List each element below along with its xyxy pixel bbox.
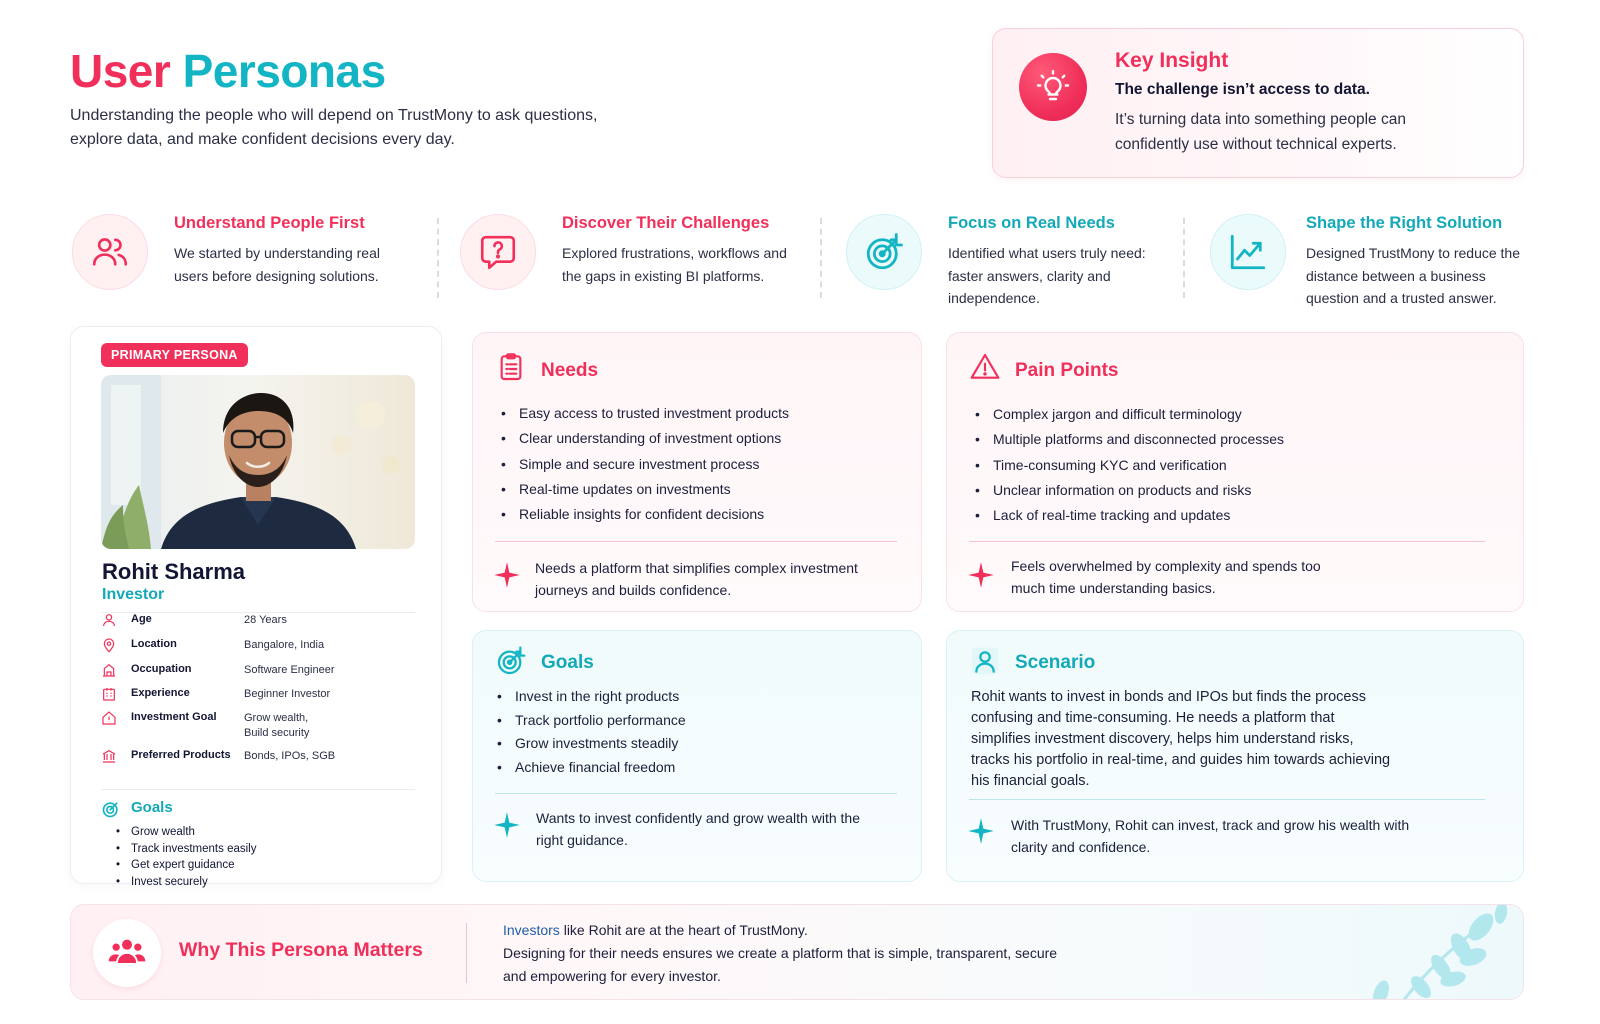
step-divider [820, 218, 822, 298]
list-item: • Complex jargon and difficult terminology [971, 402, 1284, 427]
list-item: • Time-consuming KYC and verification [971, 453, 1284, 478]
goals-title: Goals [541, 652, 594, 673]
banner-highlight: Investors [503, 922, 560, 938]
needs-list [497, 401, 789, 527]
key-insight-card [992, 28, 1524, 178]
pain-points-list [971, 402, 1284, 528]
persona-card: PRIMARY PERSONA Rohit Sharma Investor Age 28 Years Location Bangalore, India Occupation Software Engineer Experience Beginner Investor Investment Goal Grow wealth, Build security Preferred Products Bonds, IPOs, SGB Goals • Grow wealth • Track investments easily • Get expert guidance • Invest securely [70, 326, 442, 884]
banner-text: Investors like Rohit are at the heart of TrustMony. Designing for their needs ensures we create a platform that is simple, transparent, secure and empowering for every investor. [503, 922, 1058, 984]
list-item: • Clear understanding of investment options [497, 426, 789, 451]
sparkle-icon [493, 561, 521, 589]
step-title: Focus on Real Needs [948, 214, 1115, 232]
step-divider [1183, 218, 1185, 298]
clipboard-icon [495, 351, 527, 383]
persona-goals-list [101, 824, 256, 890]
step-discover-challenges [460, 208, 790, 308]
divider [101, 789, 415, 790]
trend-chart-icon [1210, 214, 1286, 290]
key-insight-headline: The challenge isn’t access to data. [1115, 81, 1370, 98]
step-body: Identified what users truly need: faster answers, clarity and independence. [948, 245, 1146, 306]
pain-points-note: Feels overwhelmed by complexity and spends too much time understanding basics. [1011, 558, 1321, 596]
why-persona-matters-banner [70, 904, 1524, 1000]
divider [969, 541, 1485, 542]
step-body: Explored frustrations, workflows and the gaps in existing BI platforms. [562, 245, 787, 284]
list-item: • Track portfolio performance [493, 709, 686, 733]
sparkle-icon [967, 817, 995, 845]
list-item: • Lack of real-time tracking and updates [971, 503, 1284, 528]
persona-goals-title: Goals [131, 799, 173, 816]
persona-role: Investor [102, 586, 165, 603]
persona-name: Rohit Sharma [102, 559, 246, 584]
list-item: • Invest securely [101, 874, 256, 891]
list-item: • Multiple platforms and disconnected processes [971, 427, 1284, 452]
divider [466, 923, 467, 983]
needs-card [472, 332, 922, 612]
primary-persona-badge: PRIMARY PERSONA [101, 343, 248, 367]
page-subtitle: Understanding the people who will depend on TrustMony to ask questions, explore data, and make confident decisions every day. [70, 107, 598, 148]
list-item: • Achieve financial freedom [493, 756, 686, 780]
step-body: We started by understanding real users before designing solutions. [174, 245, 380, 284]
key-insight-body: It’s turning data into something people can confidently use without technical experts. [1115, 111, 1406, 153]
goals-list [493, 685, 686, 779]
step-body: Designed TrustMony to reduce the distance between a business question and a trusted answer. [1306, 245, 1521, 306]
bank-icon [101, 748, 117, 764]
leaf-decoration [1363, 905, 1513, 1000]
list-item: • Reliable insights for confident decisions [497, 502, 789, 527]
target-icon [101, 799, 121, 819]
list-item: • Grow investments steadily [493, 732, 686, 756]
divider [495, 793, 897, 794]
lightbulb-icon [1019, 53, 1087, 121]
step-title: Shape the Right Solution [1306, 214, 1503, 232]
pain-points-title: Pain Points [1015, 360, 1119, 381]
divider [495, 541, 897, 542]
target-icon [846, 214, 922, 290]
step-title: Discover Their Challenges [562, 214, 770, 232]
list-item: • Get expert guidance [101, 857, 256, 874]
list-item: • Real-time updates on investments [497, 477, 789, 502]
group-icon [93, 919, 161, 987]
user-icon [101, 612, 117, 628]
step-understand-people [72, 208, 402, 308]
list-item: • Track investments easily [101, 841, 256, 858]
list-item: • Invest in the right products [493, 685, 686, 709]
needs-note: Needs a platform that simplifies complex investment journeys and builds confidence. [535, 560, 858, 598]
divider [969, 799, 1485, 800]
location-pin-icon [101, 637, 117, 653]
sparkle-icon [493, 811, 521, 839]
scenario-body: Rohit wants to invest in bonds and IPOs but finds the process confusing and time-consuming. He needs a platform that simplifies investment discovery, helps him understand risks, tracks his portfolio in real-time, and guides him towards achieving his financial goals. [971, 689, 1391, 789]
step-focus-needs [846, 208, 1176, 308]
question-chat-icon [460, 214, 536, 290]
list-item: • Unclear information on products and risks [971, 478, 1284, 503]
warning-icon [969, 351, 1001, 383]
scenario-title: Scenario [1015, 652, 1096, 673]
goals-card [472, 630, 922, 882]
list-item: • Grow wealth [101, 824, 256, 841]
list-item: • Easy access to trusted investment products [497, 401, 789, 426]
page-title: User Personas [70, 45, 386, 97]
step-shape-solution [1210, 208, 1550, 308]
key-insight-title: Key Insight [1115, 49, 1229, 72]
user-icon [969, 645, 1001, 677]
building-icon [101, 662, 117, 678]
persona-photo [101, 375, 415, 549]
users-icon [72, 214, 148, 290]
home-shield-icon [101, 710, 117, 726]
scenario-card [946, 630, 1524, 882]
list-item: • Simple and secure investment process [497, 452, 789, 477]
goals-note: Wants to invest confidently and grow wealth with the right guidance. [536, 810, 860, 848]
banner-title: Why This Persona Matters [179, 939, 423, 961]
pain-points-card [946, 332, 1524, 612]
sparkle-icon [967, 561, 995, 589]
step-divider [437, 218, 439, 298]
office-icon [101, 686, 117, 702]
step-title: Understand People First [174, 214, 365, 232]
target-icon [495, 645, 527, 677]
scenario-note: With TrustMony, Rohit can invest, track and grow his wealth with clarity and confidence. [1011, 817, 1410, 855]
needs-title: Needs [541, 360, 599, 381]
